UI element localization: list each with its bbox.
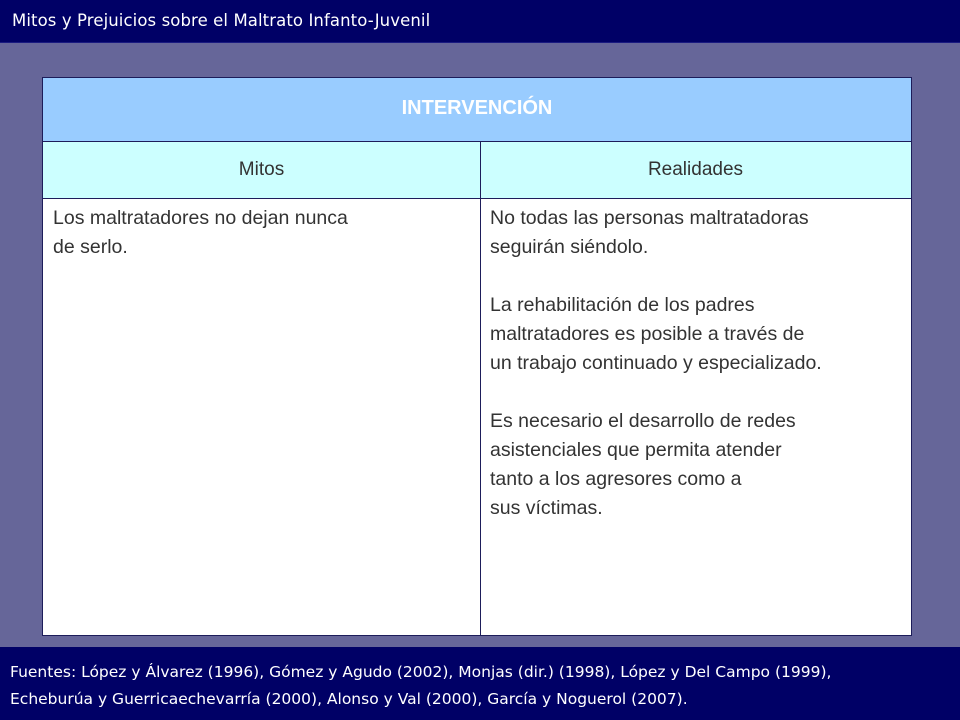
realidades-cell: [490, 204, 908, 523]
column-header-row: [43, 142, 911, 199]
intervention-table: [42, 77, 912, 636]
column-header-mitos: Mitos: [238, 159, 285, 180]
table-heading-row: [43, 78, 911, 142]
realidad-paragraph: La rehabilitación de los padres maltratadores es posible a través de un trabajo continuado y especializado.: [490, 294, 822, 374]
table-heading: INTERVENCIÓN: [401, 97, 553, 119]
page-title: Mitos y Prejuicios sobre el Maltrato Infanto-Juvenil: [12, 11, 431, 30]
mitos-cell: [53, 204, 463, 262]
realidad-paragraph: Es necesario el desarrollo de redes asistenciales que permita atender tanto a los agresores como a sus víctimas.: [490, 410, 796, 519]
column-divider: [480, 142, 481, 635]
sources-text: Fuentes: López y Álvarez (1996), Gómez y Agudo (2002), Monjas (dir.) (1998), López y Del Campo (1999), Echeburúa y Guerricaechevarría (2000), Alonso y Val (2000), García y Noguerol (2007).: [10, 663, 832, 708]
column-header-realidades: Realidades: [647, 159, 744, 180]
title-bar: [0, 0, 960, 43]
sources-bar: [0, 647, 960, 720]
mito-text: Los maltratadores no dejan nunca de serlo.: [53, 207, 348, 258]
realidad-paragraph: No todas las personas maltratadoras seguirán siéndolo.: [490, 207, 809, 258]
